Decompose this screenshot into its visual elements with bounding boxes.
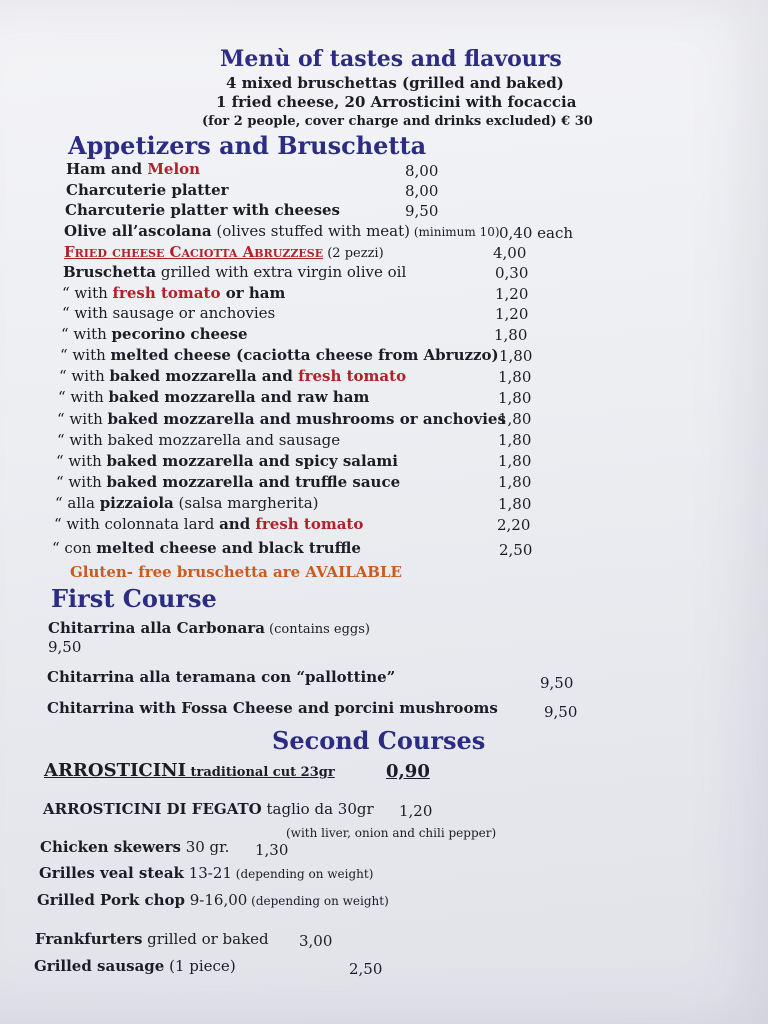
menu-subtitle-line-3: (for 2 people, cover charge and drinks excluded) € 30 (202, 114, 593, 129)
menu-item-price: 1,20 (399, 802, 433, 820)
menu-item-price: 1,80 (498, 389, 532, 407)
menu-item-price: 2,50 (499, 541, 533, 559)
menu-item-price: 1,80 (498, 368, 532, 386)
menu-item: “ with melted cheese (caciotta cheese from Abruzzo) (60, 346, 499, 364)
menu-item-price: 1,80 (498, 452, 532, 470)
menu-item-price: 1,30 (255, 841, 289, 859)
menu-item: “ with sausage or anchovies (62, 304, 276, 322)
menu-item-price: 1,80 (498, 495, 532, 513)
menu-item: Chitarrina alla Carbonara (contains eggs) (48, 619, 370, 637)
menu-item: “ with pecorino cheese (61, 325, 248, 343)
menu-item: “ with baked mozzarella and spicy salami (56, 452, 398, 470)
menu-subtitle-line-2: 1 fried cheese, 20 Arrosticini with focaccia (216, 93, 577, 111)
menu-item-price: 1,80 (494, 326, 528, 344)
appetizers-heading: Appetizers and Bruschetta (68, 131, 427, 160)
menu-item-price: 8,00 (405, 182, 439, 200)
menu-item: Chitarrina with Fossa Cheese and porcini mushrooms (47, 699, 498, 717)
menu-item-price: 9,50 (48, 638, 82, 656)
menu-item: Chicken skewers 30 gr. (40, 838, 230, 856)
menu-item: Fried cheese Caciotta Abruzzese (2 pezzi) (64, 243, 384, 261)
menu-item: Olive all’ascolana (olives stuffed with meat) (minimum 10) (64, 222, 500, 240)
menu-item: Grilles veal steak 13-21 (depending on weight) (39, 864, 374, 882)
menu-item-price: 0,90 (386, 761, 430, 782)
menu-item-price: 2,20 (497, 516, 531, 534)
menu-item-price: 9,50 (544, 703, 578, 721)
menu-item: “ with baked mozzarella and sausage (57, 431, 341, 449)
menu-item-price: 1,20 (495, 285, 529, 303)
menu-item-price: 0,30 (495, 264, 529, 282)
menu-item: Bruschetta grilled with extra virgin olive oil (63, 263, 407, 281)
menu-item: Ham and Melon (66, 160, 201, 178)
menu-item: “ with baked mozzarella and truffle sauce (56, 473, 401, 491)
menu-title: Menù of tastes and flavours (220, 46, 562, 72)
menu-item-price: 1,80 (498, 410, 532, 428)
gluten-free-note: Gluten- free bruschetta are AVAILABLE (70, 563, 402, 581)
menu-item: “ con melted cheese and black truffle (52, 539, 361, 557)
menu-item: Frankfurters grilled or baked (35, 930, 269, 948)
second-courses-heading: Second Courses (272, 726, 486, 755)
menu-item-price: 8,00 (405, 162, 439, 180)
menu-subtitle-line-1: 4 mixed bruschettas (grilled and baked) (226, 74, 564, 92)
menu-item-price: 1,80 (498, 473, 532, 491)
menu-item-price: 9,50 (540, 674, 574, 692)
menu-item-price: 2,50 (349, 960, 383, 978)
menu-item-note: (with liver, onion and chili pepper) (286, 826, 497, 840)
menu-item: “ with baked mozzarella and mushrooms or anchovies (57, 410, 506, 428)
menu-item-price: 1,80 (499, 347, 533, 365)
menu-item: ARROSTICINI DI FEGATO taglio da 30gr (43, 800, 374, 818)
menu-item: “ alla pizzaiola (salsa margherita) (55, 494, 319, 512)
menu-item: “ with fresh tomato or ham (62, 284, 286, 302)
menu-item-price: 9,50 (405, 202, 439, 220)
menu-item-price: 0,40 each (499, 224, 574, 242)
menu-item: Charcuterie platter with cheeses (65, 201, 341, 219)
menu-item: Grilled Pork chop 9-16,00 (depending on weight) (37, 891, 389, 909)
menu-item: “ with baked mozzarella and fresh tomato (59, 367, 407, 385)
menu-item: “ with colonnata lard and fresh tomato (54, 515, 364, 533)
menu-item: Grilled sausage (1 piece) (34, 957, 236, 975)
menu-item-price: 1,20 (495, 305, 529, 323)
menu-item: Charcuterie platter (66, 181, 229, 199)
menu-item-price: 4,00 (493, 244, 527, 262)
menu-item-price: 1,80 (498, 431, 532, 449)
menu-item: “ with baked mozzarella and raw ham (58, 388, 370, 406)
menu-item-price: 3,00 (299, 932, 333, 950)
first-course-heading: First Course (51, 584, 217, 613)
menu-item: ARROSTICINI traditional cut 23gr (44, 760, 335, 781)
menu-item: Chitarrina alla teramana con “pallottine” (47, 668, 396, 686)
